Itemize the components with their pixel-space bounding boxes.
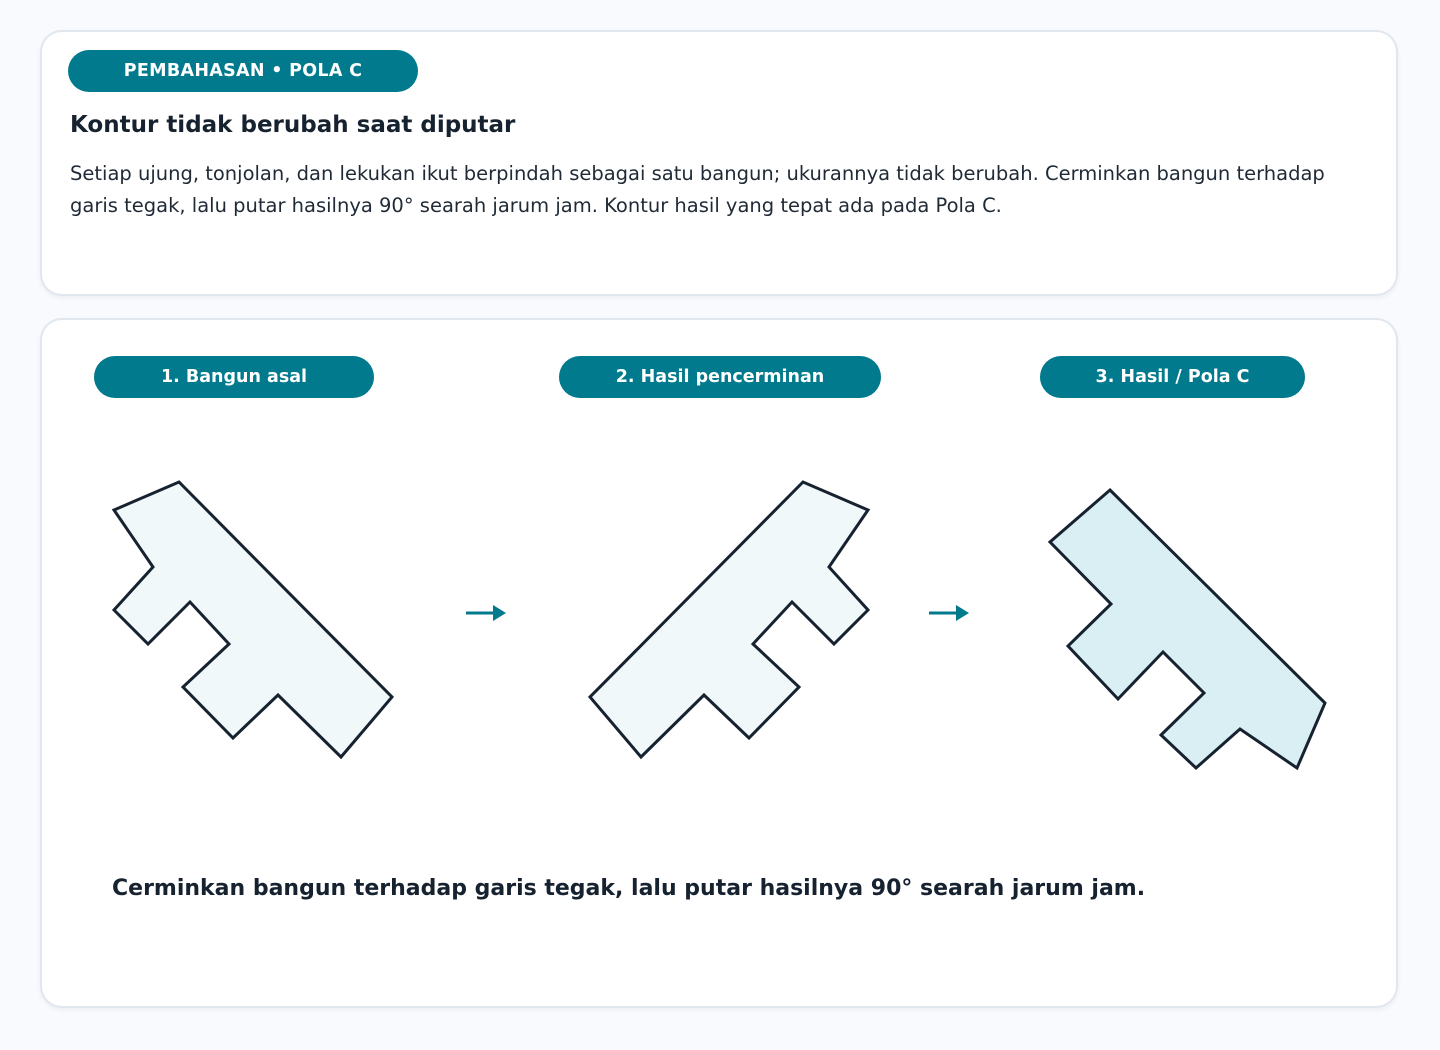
step-label-result: 3. Hasil / Pola C	[1040, 356, 1305, 398]
transformation-diagram	[42, 320, 1398, 1006]
result-shape-pola-c	[1050, 490, 1325, 768]
reflected-shape	[590, 482, 868, 757]
original-shape	[114, 482, 392, 757]
arrow-right-icon	[466, 605, 506, 621]
diagram-caption: Cerminkan bangun terhadap garis tegak, lalu putar hasilnya 90° searah jarum jam.	[112, 876, 1146, 901]
transformation-card	[40, 318, 1398, 1008]
step-label-reflection: 2. Hasil pencerminan	[559, 356, 881, 398]
explanation-card	[40, 30, 1398, 296]
explanation-heading: Kontur tidak berubah saat diputar	[70, 112, 516, 138]
explanation-text: Setiap ujung, tonjolan, dan lekukan ikut berpindah sebagai satu bangun; ukurannya tidak berubah. Cerminkan bangun terhadap garis tegak, lalu putar hasilnya 90° searah jarum jam. Kontur hasil yang tepat ada pada Pola C.	[70, 162, 1325, 217]
step-label-original: 1. Bangun asal	[94, 356, 374, 398]
arrow-right-icon	[929, 605, 969, 621]
pattern-badge: PEMBAHASAN • POLA C	[68, 50, 418, 92]
